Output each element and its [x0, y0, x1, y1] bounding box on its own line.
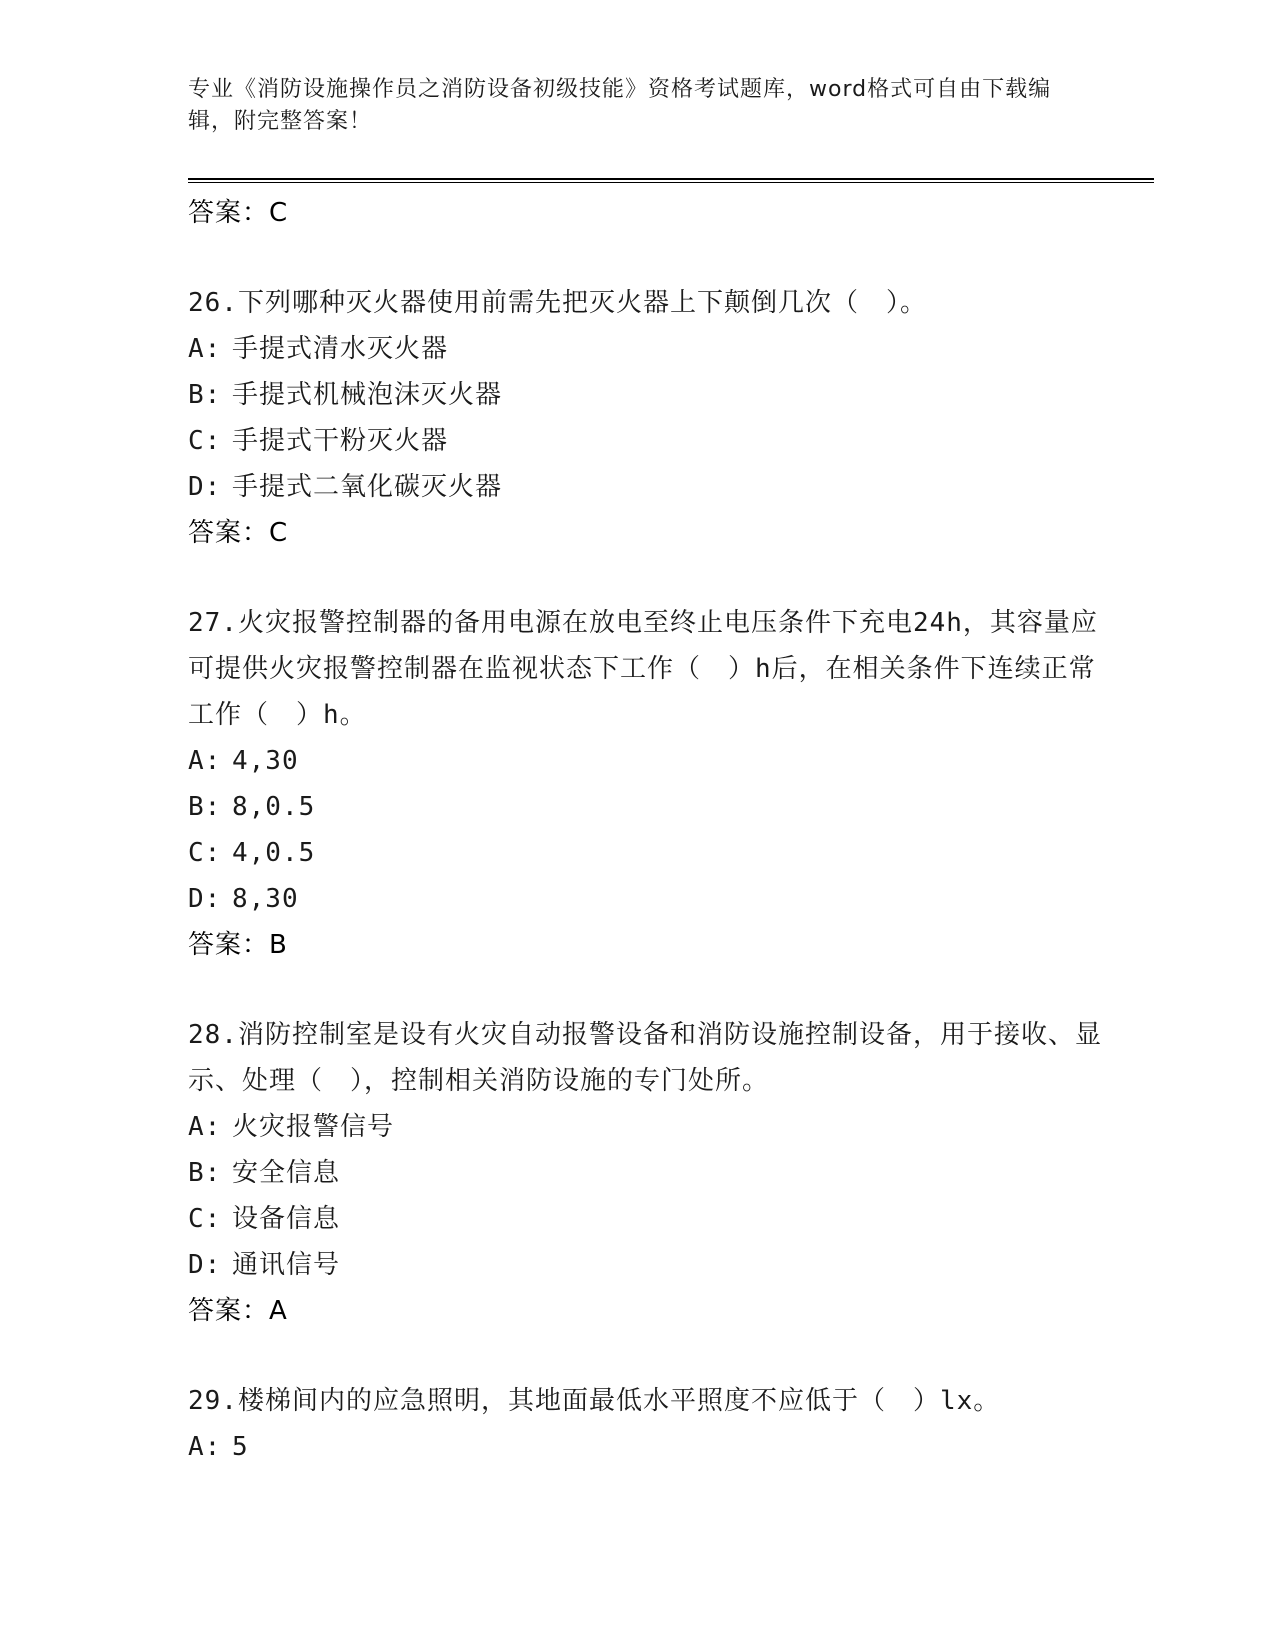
question-text: 28.消防控制室是设有火灾自动报警设备和消防设施控制设备，用于接收、显示、处理（ ），控制相关消防设施的专门处所。 — [188, 1020, 1102, 1096]
option-text: 安全信息 — [232, 1158, 341, 1188]
option-key: D: — [188, 1250, 222, 1280]
option-key: B: — [188, 1158, 222, 1188]
spacer — [188, 556, 1118, 600]
option-a — [188, 738, 1118, 784]
option-a — [188, 326, 1118, 372]
option-key: C: — [188, 838, 222, 868]
option-b — [188, 1150, 1118, 1196]
question-text: 29.楼梯间内的应急照明，其地面最低水平照度不应低于（ ）lx。 — [188, 1386, 1001, 1416]
option-text: 5 — [232, 1432, 249, 1462]
option-key: A: — [188, 746, 222, 776]
option-b — [188, 372, 1118, 418]
spacer — [188, 968, 1118, 1012]
option-c — [188, 830, 1118, 876]
option-d — [188, 1242, 1118, 1288]
option-key: A: — [188, 1112, 222, 1142]
option-text: 手提式清水灭火器 — [232, 334, 449, 364]
option-b — [188, 784, 1118, 830]
question-list — [188, 190, 1118, 1470]
option-key: D: — [188, 472, 222, 502]
answer-line: 答案：C — [188, 198, 289, 228]
option-text: 4,0.5 — [232, 838, 316, 868]
option-c — [188, 418, 1118, 464]
option-text: 手提式干粉灭火器 — [232, 426, 449, 456]
question-text: 26.下列哪种灭火器使用前需先把灭火器上下颠倒几次（ ）。 — [188, 288, 927, 318]
option-text: 手提式二氧化碳灭火器 — [232, 472, 503, 502]
page-header-text: 专业《消防设施操作员之消防设备初级技能》资格考试题库，word格式可自由下载编辑，附完整答案！ — [188, 77, 1052, 134]
spacer — [188, 236, 1118, 280]
answer-line: 答案：B — [188, 930, 288, 960]
option-text: 通讯信号 — [232, 1250, 341, 1280]
option-d — [188, 464, 1118, 510]
option-d — [188, 876, 1118, 922]
option-key: B: — [188, 380, 222, 410]
header-divider — [188, 178, 1154, 183]
option-key: A: — [188, 1432, 222, 1462]
option-key: C: — [188, 1204, 222, 1234]
option-c — [188, 1196, 1118, 1242]
option-text: 8,30 — [232, 884, 299, 914]
spacer — [188, 1334, 1118, 1378]
option-a — [188, 1104, 1118, 1150]
option-key: C: — [188, 426, 222, 456]
option-key: A: — [188, 334, 222, 364]
option-a — [188, 1424, 1118, 1470]
question-text: 27.火灾报警控制器的备用电源在放电至终止电压条件下充电24h，其容量应可提供火灾报警控制器在监视状态下工作（ ）h后，在相关条件下连续正常工作（ ）h。 — [188, 608, 1098, 730]
option-text: 火灾报警信号 — [232, 1112, 395, 1142]
option-text: 设备信息 — [232, 1204, 341, 1234]
answer-line: 答案：A — [188, 1296, 288, 1326]
option-key: B: — [188, 792, 222, 822]
option-text: 手提式机械泡沫灭火器 — [232, 380, 503, 410]
option-text: 4,30 — [232, 746, 299, 776]
option-key: D: — [188, 884, 222, 914]
answer-line: 答案：C — [188, 518, 289, 548]
option-text: 8,0.5 — [232, 792, 316, 822]
